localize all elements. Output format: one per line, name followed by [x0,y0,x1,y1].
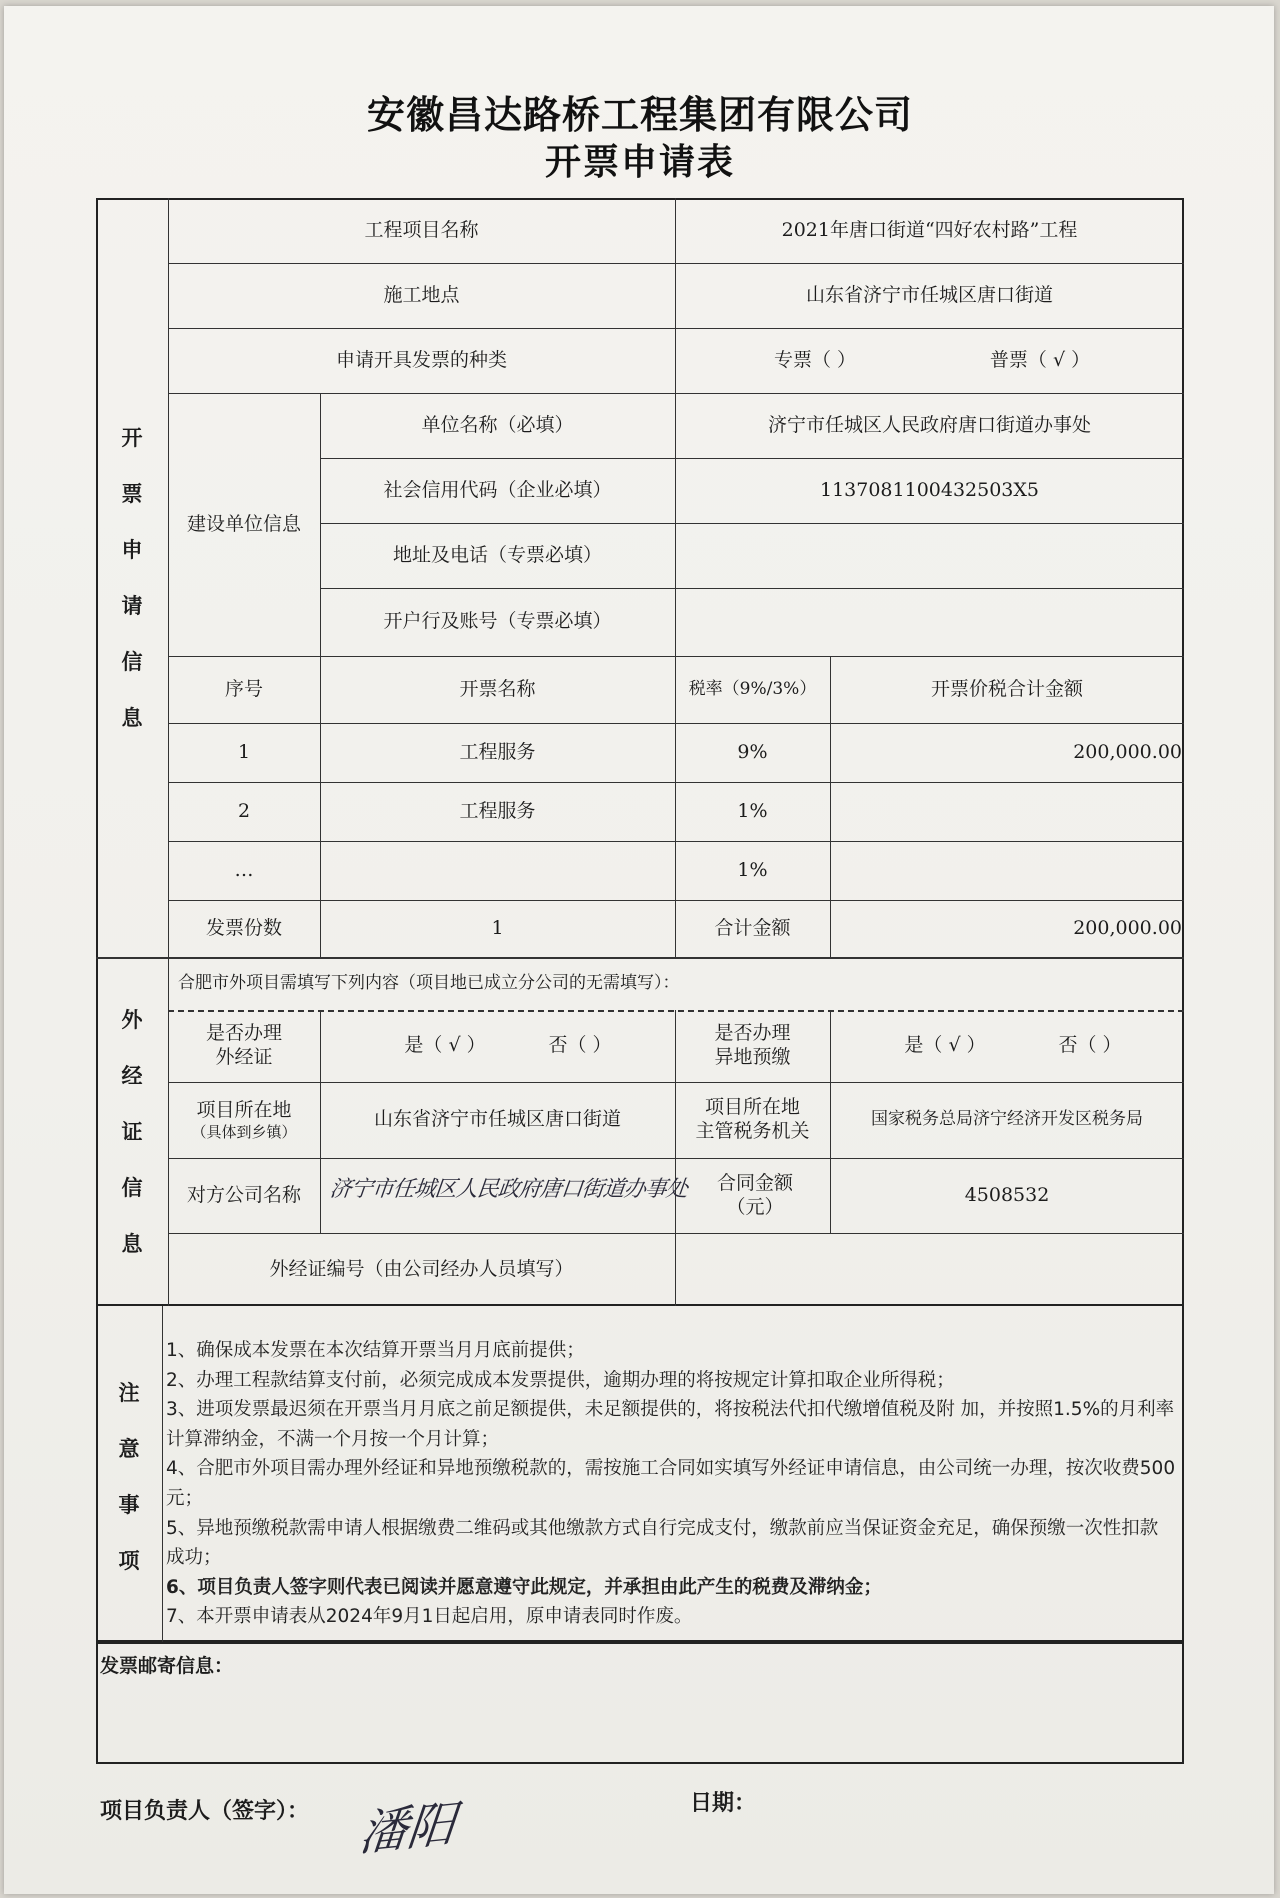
table-row-2-no: 2 [237,799,251,822]
external-cert-number-value[interactable] [675,1233,1184,1306]
items-header-name: 开票名称 [459,677,536,700]
note-item-3: 3、进项发票最迟须在开票当月月底之前足额提供，未足额提供的，将按税法代扣代缴增值税及附 加，并按照1.5%的月利率计算滞纳金，不满一个月按一个月计算； [166,1399,1175,1450]
total-amount-label: 合计金额 [714,916,791,939]
items-header-rate: 税率（9%/3%） [688,678,817,699]
section-label-external-cert: 外经证信息 [121,1008,143,1256]
project-location-label-line2: （具体到乡镇） [191,1122,297,1141]
address-value[interactable] [675,523,1184,588]
table-row-1-no: 1 [237,740,251,763]
prepay-label-line2: 异地预缴 [714,1046,791,1068]
address-label: 地址及电话（专票必填） [392,543,602,566]
table-row-1-amount: 200,000.00 [1073,740,1182,763]
table-row-3-amount [830,841,1184,900]
project-name-label: 工程项目名称 [364,218,479,241]
prepay-label-line1: 是否办理 [714,1022,791,1045]
credit-code-label: 社会信用代码（企业必填） [383,478,612,501]
counterparty-label: 对方公司名称 [186,1183,301,1206]
company-title: 安徽昌达路桥工程集团有限公司 [366,93,913,137]
manager-signature: 潘阳 [356,1795,459,1863]
note-item-2: 2、办理工程款结算支付前，必须完成成本发票提供，逾期办理的将按规定计算扣取企业所得税； [166,1369,955,1391]
contract-amount-label-line2: （元） [726,1195,784,1218]
section-label-invoice-info: 开票申请信息 [121,426,143,730]
external-cert-label [168,1010,320,1082]
project-location-label-line1: 项目所在地 [196,1098,292,1121]
builder-info-label: 建设单位信息 [186,512,301,535]
external-cert-no[interactable]: 否（ ） [548,1034,612,1057]
site-value: 山东省济宁市任城区唐口街道 [805,283,1053,306]
invoice-count-value: 1 [491,916,504,939]
project-name-value: 2021年唐口街道“四好农村路”工程 [781,218,1078,241]
external-cert-yes[interactable]: 是（ √ ） [404,1034,486,1057]
table-row-2-name: 工程服务 [459,799,536,822]
table-row-1-name: 工程服务 [459,740,536,763]
items-header-amount: 开票价税合计金额 [930,677,1083,700]
prepay-no[interactable]: 否（ ） [1058,1034,1122,1057]
external-instruction: 合肥市外项目需填写下列内容（项目地已成立分公司的无需填写）： [178,973,680,994]
table-row-1-rate: 9% [737,740,768,763]
tax-office-label [675,1082,830,1158]
external-cert-label-line1: 是否办理 [205,1022,282,1045]
bank-value[interactable] [675,588,1184,656]
tax-office-label-line1: 项目所在地 [704,1096,800,1119]
project-location-label [168,1082,320,1158]
unit-name-value: 济宁市任城区人民政府唐口街道办事处 [767,413,1091,436]
contract-amount-label [700,1158,810,1233]
special-invoice-option[interactable]: 专票（ ） [773,348,857,371]
notes-list [166,1336,1176,1632]
total-amount-value: 200,000.00 [1073,916,1182,939]
ordinary-invoice-option[interactable]: 普票（ √ ） [989,348,1091,371]
form-title: 开票申请表 [544,142,735,183]
mailing-label: 发票邮寄信息： [100,1655,234,1678]
contract-amount-label-line1: 合同金额 [716,1171,793,1194]
date-label: 日期： [690,1791,757,1817]
contract-amount-value: 4508532 [964,1183,1050,1206]
table-row-2-amount [830,782,1184,841]
project-location-value: 山东省济宁市任城区唐口街道 [373,1108,621,1131]
items-header-no: 序号 [224,677,263,700]
prepay-label [675,1010,830,1082]
manager-signature-label: 项目负责人（签字）： [100,1799,310,1825]
external-cert-label-line2: 外经证 [215,1046,273,1068]
external-cert-number-label: 外经证编号（由公司经办人员填写） [269,1257,574,1280]
prepay-yes[interactable]: 是（ √ ） [904,1034,986,1057]
note-item-6: 6、项目负责人签字则代表已阅读并愿意遵守此规定，并承担由此产生的税费及滞纳金； [166,1576,882,1598]
invoice-type-label: 申请开具发票的种类 [335,348,507,371]
note-item-1: 1、确保成本发票在本次结算开票当月月底前提供； [166,1340,585,1361]
mailing-value[interactable] [300,1652,1170,1752]
table-row-3-rate: 1% [737,858,768,881]
note-item-4: 4、合肥市外项目需办理外经证和异地预缴税款的，需按施工合同如实填写外经证申请信息，由公司统一办理，按次收费500元； [166,1458,1176,1509]
note-item-7: 7、本开票申请表从2024年9月1日起启用，原申请表同时作废。 [166,1606,693,1628]
unit-name-label: 单位名称（必填） [421,413,574,436]
note-item-5: 5、异地预缴税款需申请人根据缴费二维码或其他缴款方式自行完成支付，缴款前应当保证资金充足，确保预缴一次性扣款成功； [166,1517,1159,1569]
credit-code-value: 1137081100432503X5 [819,478,1040,501]
tax-office-value: 国家税务总局济宁经济开发区税务局 [871,1109,1143,1130]
table-row-3-no: … [234,858,254,881]
counterparty-handwritten-value: 济宁市任城区人民政府唐口街道办事处 [328,1177,689,1202]
invoice-count-label: 发票份数 [205,916,282,939]
site-label: 施工地点 [383,283,460,306]
section-label-notes: 注意事项 [118,1381,140,1573]
table-row-3-name [320,841,675,900]
bank-label: 开户行及账号（专票必填） [383,610,612,633]
tax-office-label-line2: 主管税务机关 [695,1120,810,1142]
table-row-2-rate: 1% [737,799,768,822]
